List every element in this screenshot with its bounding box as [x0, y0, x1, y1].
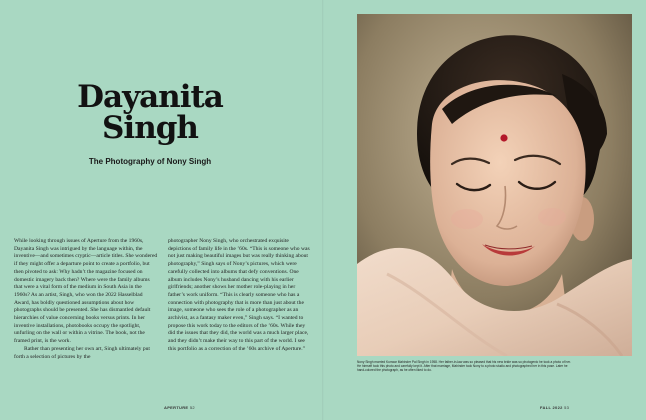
paragraph: While looking through issues of Aperture from the 1960s, Dayanita Singh was intrigued by the language within, the inventive—and sometimes cryptic—article titles. She wondered if they might offer a departure point to create a portfolio, but then pivoted to ask: Why hadn’t the magazine focused on domestic imagery back then? Where were the family albums that were a vital form of the medium in South Asia in the 1960s? As an artist, Singh, who won the 2022 Hasselblad Award, has boldly questioned assumptions about how photographs should be presented. She has dismantled default hierarchies of value concerning books versus prints. In her inventive installations, photobooks occupy the spotlight, unfurling on the wall or within a vitrine. The book, not the framed print, is the work.: [14, 238, 158, 345]
folio-right: [540, 405, 569, 410]
title-line-1: Dayanita: [77, 79, 223, 115]
body-column-2: [168, 238, 312, 354]
publication-name: APERTURE: [164, 405, 189, 410]
page-gutter: [322, 0, 324, 420]
folio-left: [164, 405, 195, 410]
page-number-left: 52: [189, 405, 195, 410]
body-column-1: [14, 238, 158, 361]
paragraph: photographer Nony Singh, who orchestrated exquisite depictions of family life in the ’60s. “This is someone who was not just making beautiful images but was really thinking about photography,” Singh says of Nony’s pictures, which were carefully collected into albums that defy conventions. One album includes Nony’s husband dancing with his earlier girlfriends; another shows her mother role-playing in her father’s work uniform. “This is clearly someone who has a connection with photography that is more than just about the image, someone who sees the role of a photographer as an archivist, as a fantasy maker even,” Singh says. “I wanted to propose this work today to the editors of the ’60s. While they did the issues that they did, the world was a much larger place, and they didn’t make their way to this part of the world. I see this portfolio as a correction of the ’60s archive of Aperture.”: [168, 238, 310, 352]
title-line-2: Singh: [102, 110, 198, 146]
article-subtitle: The Photography of Nony Singh: [88, 157, 212, 166]
photo-caption: Nony Singh married Kunwar Mahinder Pal Singh in 1958. Her father-in-law was so pleased that his new bride was so photogenic he took a photo of her. He himself took this photo and carefully kept it. After that marriage, Mahinder took Nony to a photo studio and photographed her in this pose. Later he hand-colored the photograph, as he often liked to do.: [357, 360, 571, 373]
portrait-photo: [357, 14, 632, 356]
issue-name: FALL 2022: [540, 405, 563, 410]
paragraph: Rather than presenting her own art, Singh ultimately put forth a selection of pictures by the: [14, 345, 150, 360]
article-title: [60, 79, 240, 146]
portrait-illustration: [357, 14, 632, 356]
page-number-right: 53: [564, 405, 570, 410]
